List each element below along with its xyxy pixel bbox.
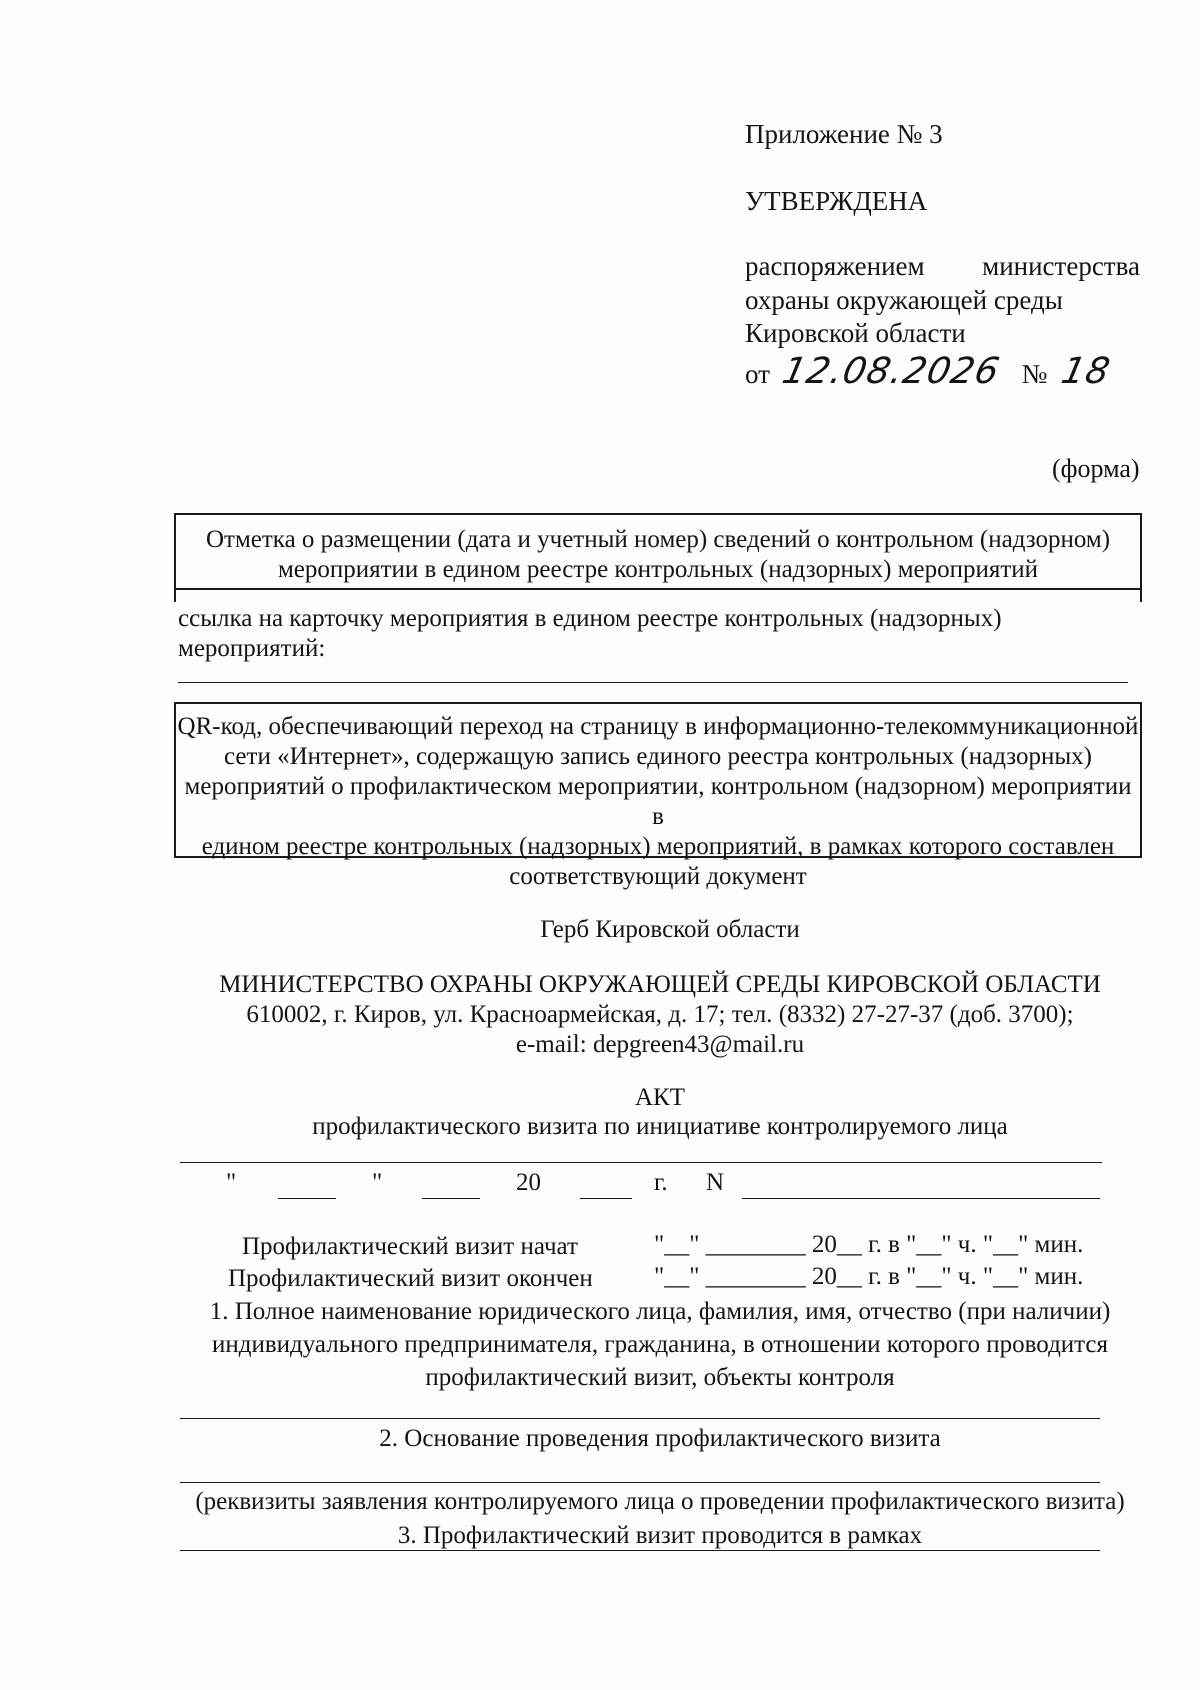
appendix-label: Приложение № 3 [745, 119, 943, 149]
date-year-blank [580, 1198, 632, 1199]
date-row-top-line [180, 1162, 1102, 1163]
approved-label: УТВЕРЖДЕНА [745, 186, 928, 216]
registry-mark-box [174, 513, 1142, 590]
section2-title: 2. Основание проведения профилактического визита [379, 1425, 941, 1452]
ministry-email: e-mail: depgreen43@mail.ru [515, 1031, 805, 1058]
section3-underline [180, 1550, 1100, 1551]
section1-line3: профилактический визит, объекты контроля [425, 1364, 895, 1391]
handwritten-number: 18 [1057, 351, 1115, 392]
registry-mark-line1: Отметка о размещении (дата и учетный номер) сведений о контрольном (надзорном) [205, 526, 1111, 553]
ministry-address: 610002, г. Киров, ул. Красноармейская, д. 17; тел. (8332) 27-27-37 (доб. 3700); [246, 1001, 1074, 1028]
qr-line3: мероприятий о профилактическом мероприятии, контрольном (надзорном) мероприятии в [184, 773, 1132, 830]
registry-link-underline [178, 682, 1128, 683]
act-title: АКТ [635, 1084, 685, 1111]
registry-link-text [178, 604, 1002, 664]
section3-title: 3. Профилактический визит проводится в рамках [397, 1522, 923, 1549]
registry-mark-line2: мероприятии в едином реестре контрольных (надзорных) мероприятий [277, 556, 1039, 583]
date-close-quote: " [372, 1169, 383, 1196]
ministry-block [0, 970, 1200, 1060]
approval-line2: охраны окружающей среды [745, 285, 1063, 315]
handwritten-date: 12.08.2026 [778, 351, 1004, 392]
qr-line2: сети «Интернет», содержащую запись единого реестра контрольных (надзорных) [224, 743, 1092, 770]
qr-line1: QR-код, обеспечивающий переход на страницу в информационно-телекоммуникационной [177, 713, 1139, 740]
approval-line1-right: министерства [982, 251, 1140, 281]
act-number-blank [742, 1198, 1100, 1199]
qr-code-box [174, 702, 1142, 890]
date-month-blank [422, 1198, 480, 1199]
section1-text [0, 1297, 1200, 1393]
section1-line2: индивидуального предпринимателя, гражданина, в отношении которого проводится [211, 1331, 1109, 1358]
section2-note: (реквизиты заявления контролируемого лица о проведении профилактического визита) [195, 1488, 1125, 1515]
section1-underline [180, 1418, 1100, 1419]
qr-line4: едином реестре контрольных (надзорных) мероприятий, в рамках которого составлен [201, 833, 1115, 860]
visit-start-label: Профилактический визит начат [242, 1233, 578, 1260]
registry-link-line1: ссылка на карточку мероприятия в едином реестре контрольных (надзорных) [178, 605, 1002, 632]
registry-box-tick-right [1140, 588, 1142, 602]
ministry-name: МИНИСТЕРСТВО ОХРАНЫ ОКРУЖАЮЩЕЙ СРЕДЫ КИРОВСКОЙ ОБЛАСТИ [219, 971, 1101, 998]
act-subtitle: профилактического визита по инициативе контролируемого лица [312, 1113, 1008, 1140]
approval-line1-left: распоряжением [745, 251, 925, 281]
coat-of-arms-label: Герб Кировской области [540, 916, 800, 943]
number-label: № [1021, 359, 1048, 389]
visit-end-label: Профилактический визит окончен [228, 1265, 593, 1292]
qr-line5: соответствующий документ [509, 863, 807, 890]
approval-date-line [745, 350, 1115, 393]
date-year-suffix: г. [654, 1169, 668, 1196]
act-number-label: N [706, 1169, 725, 1196]
approval-line1 [745, 250, 1140, 282]
form-label: (форма) [1052, 454, 1140, 483]
from-label: от [745, 359, 770, 389]
date-open-quote: " [226, 1169, 237, 1196]
date-day-blank [278, 1198, 336, 1199]
registry-box-tick-left [174, 588, 176, 602]
approval-line3: Кировской области [745, 318, 966, 348]
section1-line1: 1. Полное наименование юридического лица, фамилия, имя, отчество (при наличии) [209, 1298, 1111, 1325]
date-year-prefix: 20 [516, 1169, 541, 1196]
visit-end-value: "__" ________ 20__ г. в "__" ч. "__" мин. [654, 1263, 1084, 1290]
section2-underline [180, 1482, 1100, 1483]
registry-link-line2: мероприятий: [178, 635, 326, 662]
visit-start-value: "__" ________ 20__ г. в "__" ч. "__" мин. [654, 1231, 1084, 1258]
